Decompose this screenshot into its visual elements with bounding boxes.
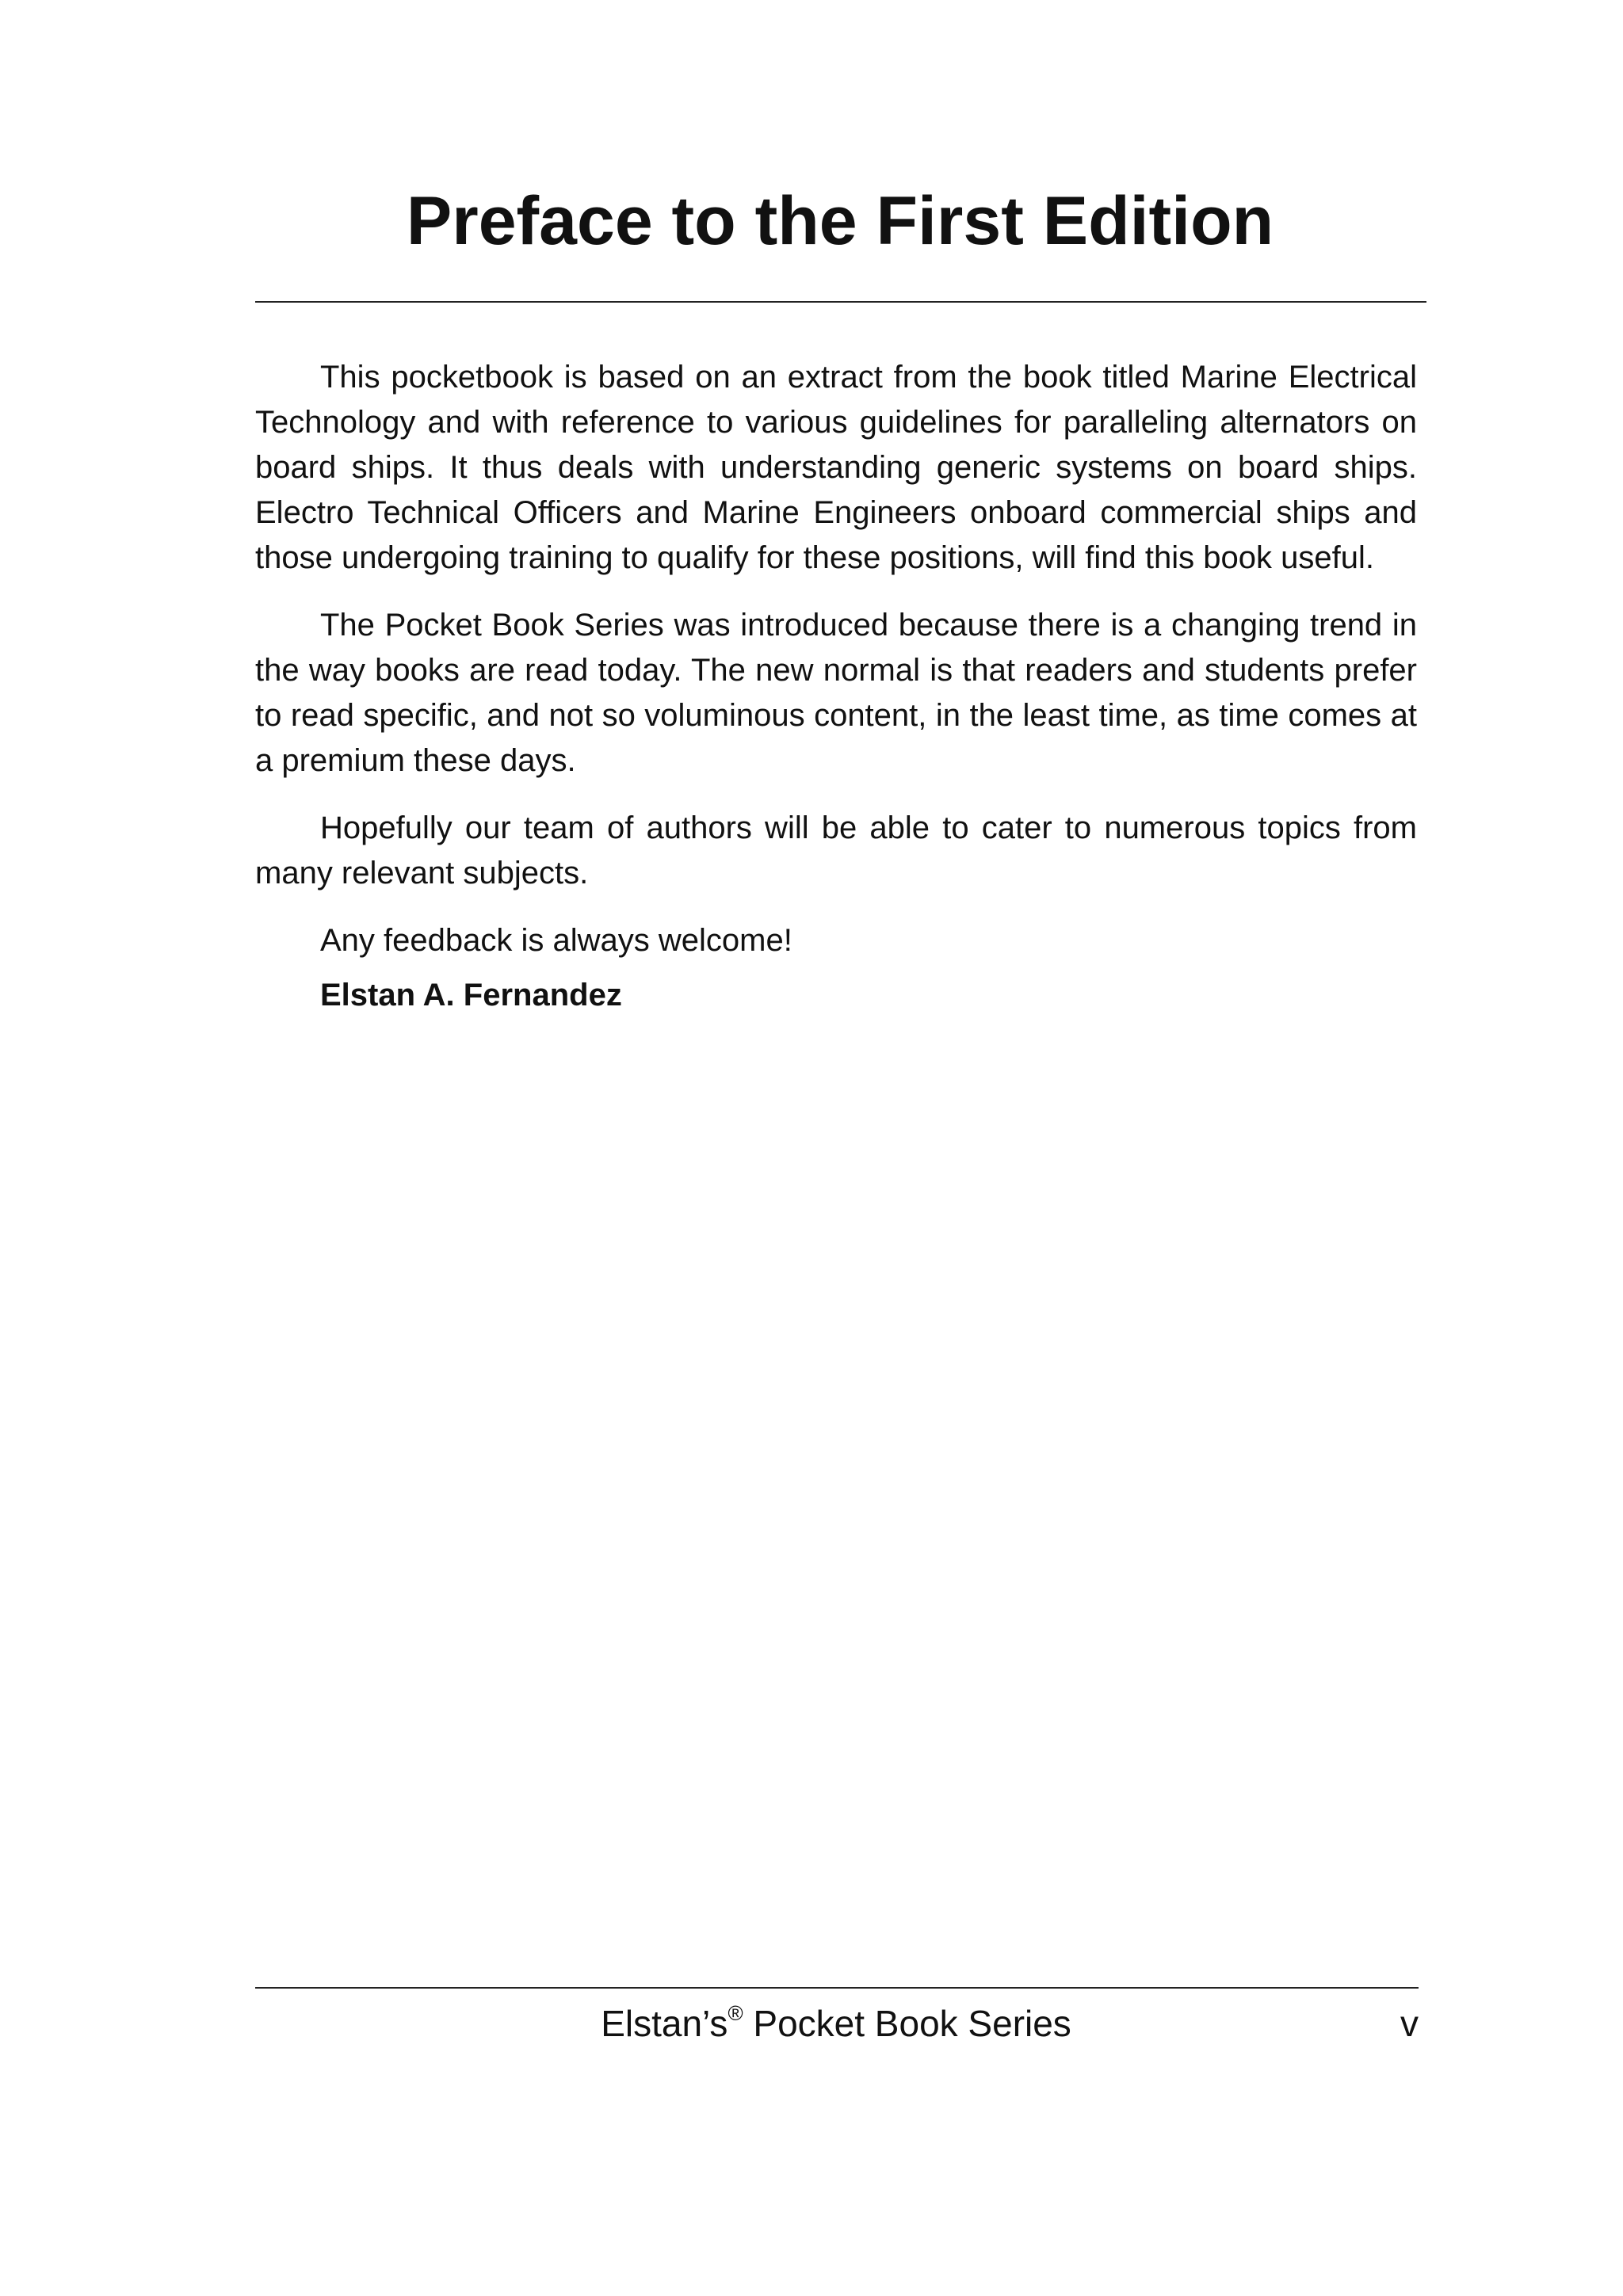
footer-series-title — [539, 1997, 1133, 2050]
registered-mark: ® — [727, 2001, 743, 2025]
paragraph: Any feedback is always welcome! — [320, 923, 792, 958]
page-number: v — [1400, 2003, 1419, 2044]
paragraph: Hopefully our team of authors will be able to cater to numerous topics from many relevant subjects. — [255, 810, 1417, 891]
author-signature: Elstan A. Fernandez — [320, 978, 622, 1013]
paragraph: The Pocket Book Series was introduced because there is a changing trend in the way books are read today. The new normal is that readers and students prefer to read specific, and not so voluminous content, in the least time, as time comes at a premium these days. — [255, 608, 1417, 778]
preface-body — [255, 355, 1417, 1040]
page-title: Preface to the First Edition — [406, 183, 1274, 259]
footer-divider — [255, 1987, 1419, 1989]
title-divider — [255, 301, 1426, 303]
paragraph: This pocketbook is based on an extract from the book titled Marine Electrical Technology and with reference to various guidelines for paralleling alternators on board ships. It thus deals with understanding generic systems on board ships. Electro Technical Officers and Marine Engineers onboard commercial ships and those undergoing training to qualify for these positions, will find this book useful. — [255, 360, 1417, 575]
series-suffix: Pocket Book Series — [743, 2003, 1071, 2044]
series-name: Elstan’s — [601, 2003, 728, 2044]
